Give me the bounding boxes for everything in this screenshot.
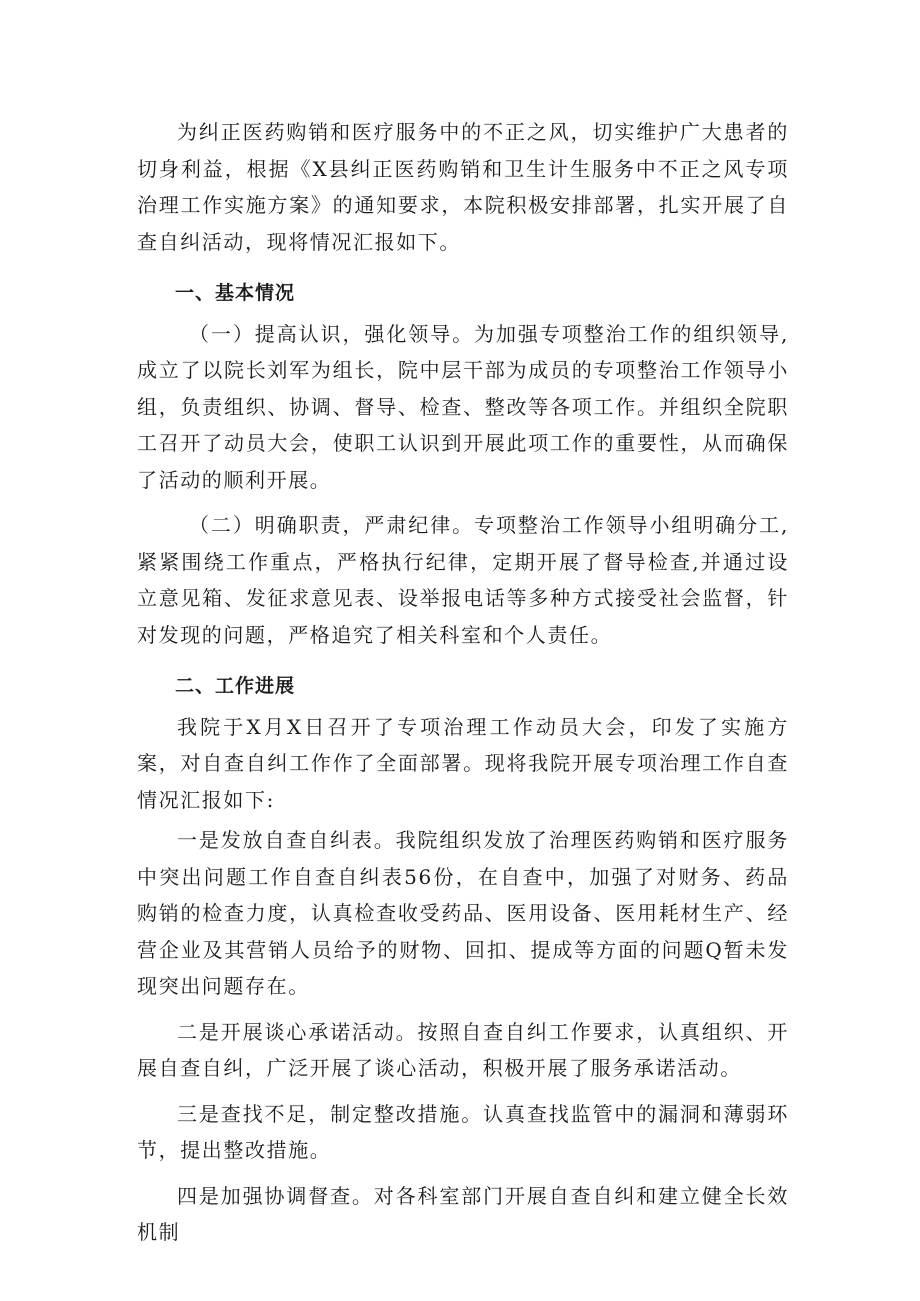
paragraph-leadership: （一）提高认识，强化领导。为加强专项整治工作的组织领导,成立了以院长刘军为组长，院中层干部为成员的专项整治工作领导小组，负责组织、协调、督导、检查、整改等各项工作。并组织全院职工召开了动员大会，使职工认识到开展此项工作的重要性，从而确保了活动的顺利开展。 [137, 321, 789, 492]
document-body [137, 114, 789, 1251]
paragraph-find-shortcomings: 三是查找不足，制定整改措施。认真查找监管中的漏洞和薄弱环节，提出整改措施。 [137, 1101, 789, 1162]
paragraph-responsibility: （二）明确职责，严肃纪律。专项整治工作领导小组明确分工,紧紧围绕工作重点，严格执行纪律，定期开展了督导检查,并通过设立意见箱、发征求意见表、设举报电话等多种方式接受社会监督，针对发现的问题，严格追究了相关科室和个人责任。 [137, 513, 789, 647]
paragraph-self-check-form: 一是发放自查自纠表。我院组织发放了治理医药购销和医疗服务中突出问题工作自查自纠表56份，在自查中，加强了对财务、药品购销的检查力度，认真检查收受药品、医用设备、医用耗材生产、经营企业及其营销人员给予的财物、回扣、提成等方面的问题Q暂未发现突出问题存在。 [137, 828, 789, 998]
intro-paragraph: 为纠正医药购销和医疗服务中的不正之风，切实维护广大患者的切身利益，根据《X县纠正医药购销和卫生计生服务中不正之风专项治理工作实施方案》的通知要求，本院积极安排部署，扎实开展了自查自纠活动，现将情况汇报如下。 [137, 120, 789, 254]
section-heading-basic-situation: 一、基本情况 [175, 282, 296, 304]
paragraph-heart-talk: 二是开展谈心承诺活动。按照自查自纠工作要求，认真组织、开展自查自纠，广泛开展了谈心活动，积极开展了服务承诺活动。 [137, 1019, 789, 1080]
section-heading-work-progress: 二、工作进展 [175, 675, 296, 697]
paragraph-coordination: 四是加强协调督查。对各科室部门开展自查自纠和建立健全长效机制 [137, 1183, 789, 1244]
paragraph-mobilization: 我院于X月X日召开了专项治理工作动员大会，印发了实施方案，对自查自纠工作作了全面部署。现将我院开展专项治理工作自查情况汇报如下: [137, 714, 789, 812]
